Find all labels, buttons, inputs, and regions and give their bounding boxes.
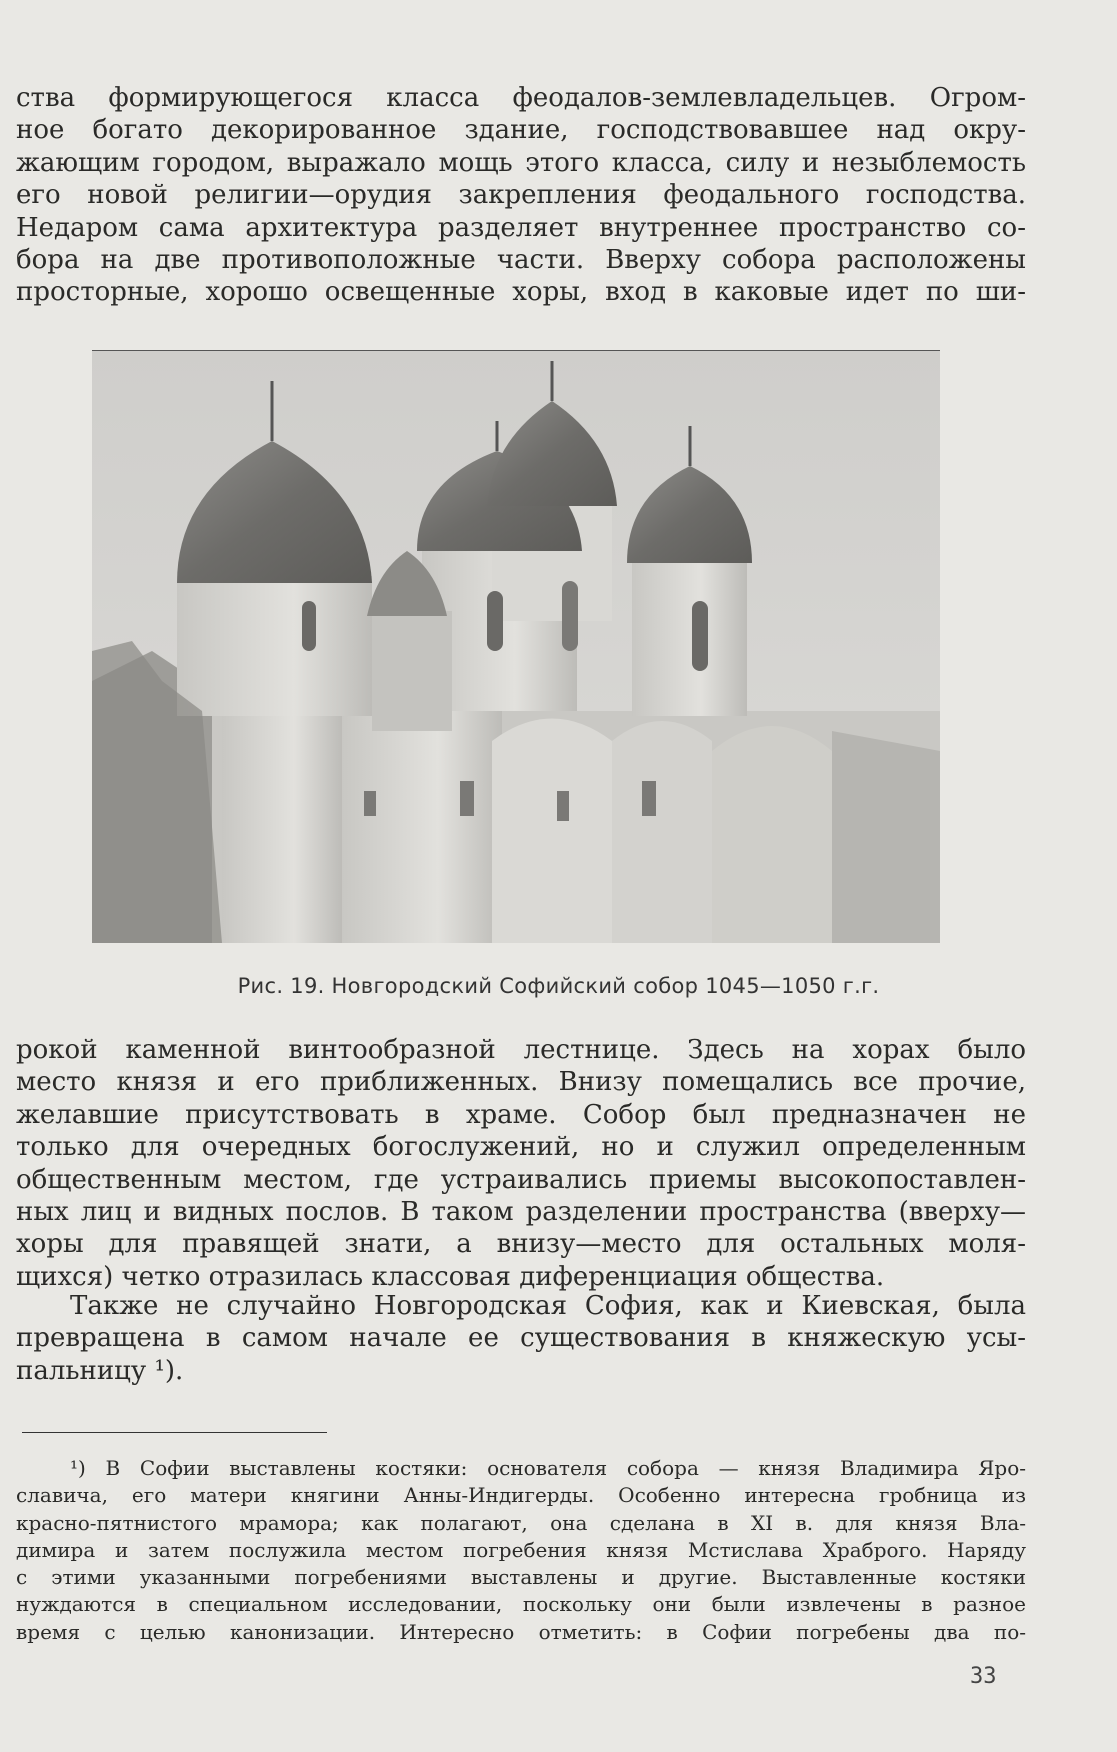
text-line: Также не случайно Новгородская София, как и Киевская, была [70, 1291, 1026, 1321]
text-line: только для очередных богослужений, но и служил определенным [16, 1132, 1026, 1163]
footnote-divider [22, 1432, 327, 1433]
text-line: просторные, хорошо освещенные хоры, вход в каковые идет по ши- [16, 277, 1026, 308]
footnote-line: красно-пятнистого мрамора; как полагают, она сделана в XI в. для князя Вла- [16, 1510, 1026, 1535]
footnote-line: с этими указанными погребениями выставлены и другие. Выставленные костяки [16, 1565, 1026, 1590]
body-paragraph-2 [16, 1290, 1026, 1387]
text-line: ных лиц и видных послов. В таком разделении пространства (вверху— [16, 1197, 1026, 1228]
text-line: желавшие присутствовать в храме. Собор был предназначен не [16, 1099, 1026, 1130]
footnote-line: время с целью канонизации. Интересно отметить: в Софии погребены два по- [16, 1619, 1026, 1644]
text-line: ства формирующегося класса феодалов-землевладельцев. Огром- [16, 83, 1026, 113]
text-line: превращена в самом начале ее существования в княжескую усы- [16, 1323, 1026, 1354]
text-line: щихся) четко отразилась классовая диференциация общества. [16, 1261, 885, 1292]
cathedral-photo [92, 350, 940, 943]
footnote-line: димира и затем послужила местом погребения князя Мстислава Храброго. Наряду [16, 1537, 1026, 1562]
footnote-line: ¹) В Софии выставлены костяки: основателя собора — князя Владимира Яро- [70, 1456, 1026, 1480]
page-number: 33 [970, 1664, 997, 1689]
figure-caption: Рис. 19. Новгородский Софийский собор 1045—1050 г.г. [237, 974, 880, 998]
text-line: жающим городом, выражало мощь этого класса, силу и незыблемость [16, 147, 1026, 178]
text-line: хоры для правящей знати, а внизу—место для остальных моля- [16, 1229, 1026, 1260]
cathedral-illustration [92, 351, 940, 943]
text-line: общественным местом, где устраивались приемы высокопоставлен- [16, 1164, 1026, 1195]
text-line: его новой религии—орудия закрепления феодального господства. [16, 180, 1026, 211]
text-line: ное богато декорированное здание, господствовавшее над окру- [16, 115, 1026, 146]
text-line: место князя и его приближенных. Внизу помещались все прочие, [16, 1067, 1026, 1098]
footnote-line: нуждаются в специальном исследовании, поскольку они были извлечены в разное [16, 1592, 1026, 1617]
text-line: бора на две противоположные части. Вверху собора расположены [16, 245, 1026, 276]
text-line: рокой каменной винтообразной лестнице. Здесь на хорах было [16, 1035, 1026, 1065]
body-paragraph [16, 1034, 1026, 1293]
footnote-line: славича, его матери княгини Анны-Индигерды. Особенно интересна гробница из [16, 1483, 1026, 1508]
top-paragraph [16, 82, 1026, 309]
text-line: пальницу ¹). [16, 1355, 184, 1386]
text-line: Недаром сама архитектура разделяет внутреннее пространство со- [16, 212, 1026, 243]
footnote [16, 1455, 1026, 1646]
